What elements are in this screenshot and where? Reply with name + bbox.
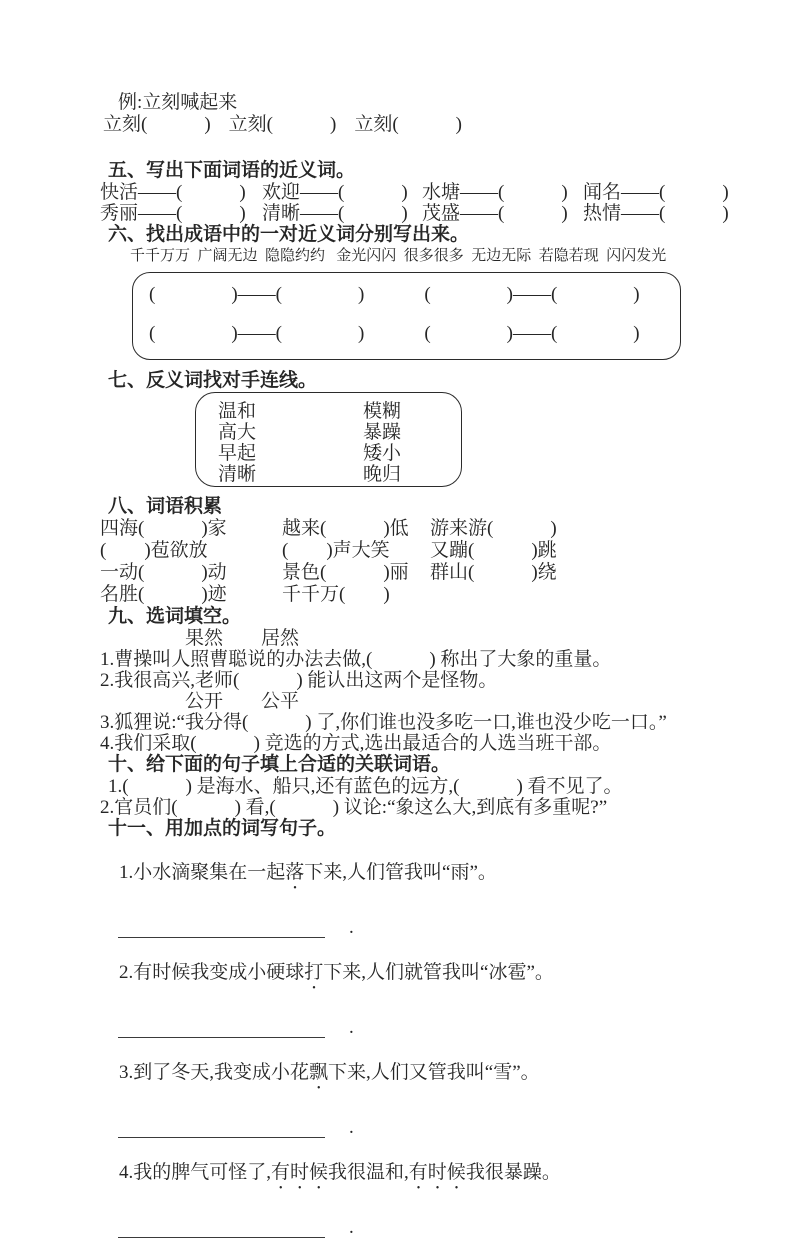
word-choice-options: 公开 公平 — [185, 691, 300, 712]
pair-blank: ( )——( ) — [149, 284, 365, 305]
pair-row — [149, 284, 680, 306]
pair-blank: ( )——( ) — [424, 284, 640, 305]
example-blank: 立刻( ) — [228, 114, 337, 135]
sentence-text: 1.小水滴聚集在一起 — [119, 862, 286, 883]
vocab-row — [100, 518, 793, 540]
antonym-left-word: 温和 — [218, 401, 257, 422]
antonym-left-word: 高大 — [218, 422, 257, 443]
synonym-cell: 茂盛——( ) — [422, 203, 568, 224]
answer-blank-line — [118, 1224, 325, 1238]
answer-line — [118, 917, 793, 938]
emphasized-word: 有时候 — [408, 1162, 466, 1183]
fill-item: 2.我很高兴,老师( ) 能认出这两个是怪物。 — [100, 670, 498, 691]
conjunction-item: 2.官员们( ) 看,( ) 议论:“象这么大,到底有多重呢?” — [100, 797, 608, 818]
sentence-text: 3.到了冬天,我变成小花 — [119, 1062, 310, 1083]
vocab-cell: 名胜( )迹 — [100, 584, 227, 605]
match-row — [218, 401, 461, 422]
section-11-heading: 十一、用加点的词写句子。 — [108, 818, 337, 839]
answer-period: . — [349, 1117, 354, 1138]
pair-row — [149, 323, 680, 345]
sentence-text: 我很温和, — [328, 1162, 409, 1183]
vocab-cell: 景色( )丽 — [282, 562, 409, 583]
sentence-text: 4.我的脾气可怪了, — [119, 1162, 272, 1183]
sentence-item — [100, 1140, 793, 1216]
conjunction-item: 1.( ) 是海水、船只,还有蓝色的远方,( ) 看不见了。 — [108, 776, 623, 797]
fill-item: 4.我们采取( ) 竞选的方式,选出最适合的人选当班干部。 — [100, 733, 612, 754]
antonym-right-word: 模糊 — [363, 401, 402, 422]
word-choice-options: 果然 居然 — [185, 628, 300, 649]
section-9-heading: 九、选词填空。 — [108, 606, 242, 627]
synonym-cell: 水塘——( ) — [422, 182, 568, 203]
synonym-row — [100, 182, 793, 203]
answer-line — [118, 1217, 793, 1238]
synonym-cell: 快活——( ) — [100, 182, 246, 203]
answer-period: . — [349, 1017, 354, 1038]
vocab-cell: 游来游( ) — [430, 518, 557, 539]
sentence-item — [100, 840, 793, 916]
vocab-cell: 千千万( ) — [282, 584, 390, 605]
sentence-item — [100, 940, 793, 1016]
antonym-right-word: 暴躁 — [363, 422, 402, 443]
match-row — [218, 443, 461, 464]
vocab-cell: ( )声大笑 — [282, 540, 390, 561]
section-5-heading: 五、写出下面词语的近义词。 — [108, 160, 356, 181]
match-row — [218, 464, 461, 485]
synonym-cell: 欢迎——( ) — [262, 182, 408, 203]
example-blank: 立刻( ) — [103, 114, 211, 135]
antonym-match-box — [195, 392, 462, 487]
sentence-text: 我很暴躁。 — [465, 1162, 561, 1183]
idiom-word-bank: 千千万万 广阔无边 隐隐约约 金光闪闪 很多很多 无边无际 若隐若现 闪闪发光 — [130, 248, 667, 264]
match-row — [218, 422, 461, 443]
answer-period: . — [349, 917, 354, 938]
emphasized-word: 落 — [285, 862, 305, 883]
vocab-cell — [430, 584, 793, 606]
answer-blank-line — [118, 924, 325, 938]
section-8-heading: 八、词语积累 — [108, 496, 223, 517]
emphasized-word: 有时候 — [271, 1162, 329, 1183]
answer-line — [118, 1117, 793, 1138]
antonym-right-word: 晚归 — [363, 464, 402, 485]
answer-period: . — [349, 1217, 354, 1238]
vocab-cell: 四海( )家 — [100, 518, 227, 539]
example-label: 例:立刻喊起来 — [118, 92, 238, 113]
fill-item: 3.狐狸说:“我分得( ) 了,你们谁也没多吃一口,谁也没少吃一口。” — [100, 712, 667, 733]
synonym-cell: 秀丽——( ) — [100, 203, 246, 224]
synonym-row — [100, 203, 793, 224]
pair-blank: ( )——( ) — [424, 323, 640, 344]
answer-line — [118, 1017, 793, 1038]
synonym-cell: 热情——( ) — [583, 203, 729, 224]
section-10-heading: 十、给下面的句子填上合适的关联词语。 — [108, 754, 451, 775]
sentence-text: 下来,人们就管我叫“冰雹”。 — [323, 962, 554, 983]
vocab-cell: 一动( )动 — [100, 562, 227, 583]
synonym-cell: 清晰——( ) — [262, 203, 408, 224]
sentence-text: 2.有时候我变成小硬球 — [119, 962, 305, 983]
section-7-heading: 七、反义词找对手连线。 — [108, 370, 318, 391]
example-blank-row — [103, 114, 793, 136]
section-6-heading: 六、找出成语中的一对近义词分别写出来。 — [108, 224, 470, 245]
fill-item: 1.曹操叫人照曹聪说的办法去做,( ) 称出了大象的重量。 — [100, 649, 612, 670]
vocab-row — [100, 540, 793, 562]
antonym-left-word: 清晰 — [218, 464, 257, 485]
vocab-row — [100, 562, 793, 584]
idiom-pair-box — [132, 272, 681, 360]
antonym-right-word: 矮小 — [363, 443, 402, 464]
sentence-text: 下来,人们又管我叫“雪”。 — [328, 1062, 540, 1083]
answer-blank-line — [118, 1124, 325, 1138]
vocab-row — [100, 584, 793, 606]
antonym-left-word: 早起 — [218, 443, 257, 464]
emphasized-word: 飘 — [309, 1062, 329, 1083]
vocab-cell: 又蹦( )跳 — [430, 540, 557, 561]
emphasized-word: 打 — [304, 962, 324, 983]
answer-blank-line — [118, 1024, 325, 1038]
vocab-cell: 群山( )绕 — [430, 562, 557, 583]
pair-blank: ( )——( ) — [149, 323, 365, 344]
sentence-item — [100, 1040, 793, 1116]
sentence-text: 下来,人们管我叫“雨”。 — [304, 862, 497, 883]
example-blank: 立刻( ) — [354, 114, 462, 135]
synonym-cell: 闻名——( ) — [583, 182, 729, 203]
vocab-cell: ( )苞欲放 — [100, 540, 208, 561]
vocab-cell: 越来( )低 — [282, 518, 409, 539]
